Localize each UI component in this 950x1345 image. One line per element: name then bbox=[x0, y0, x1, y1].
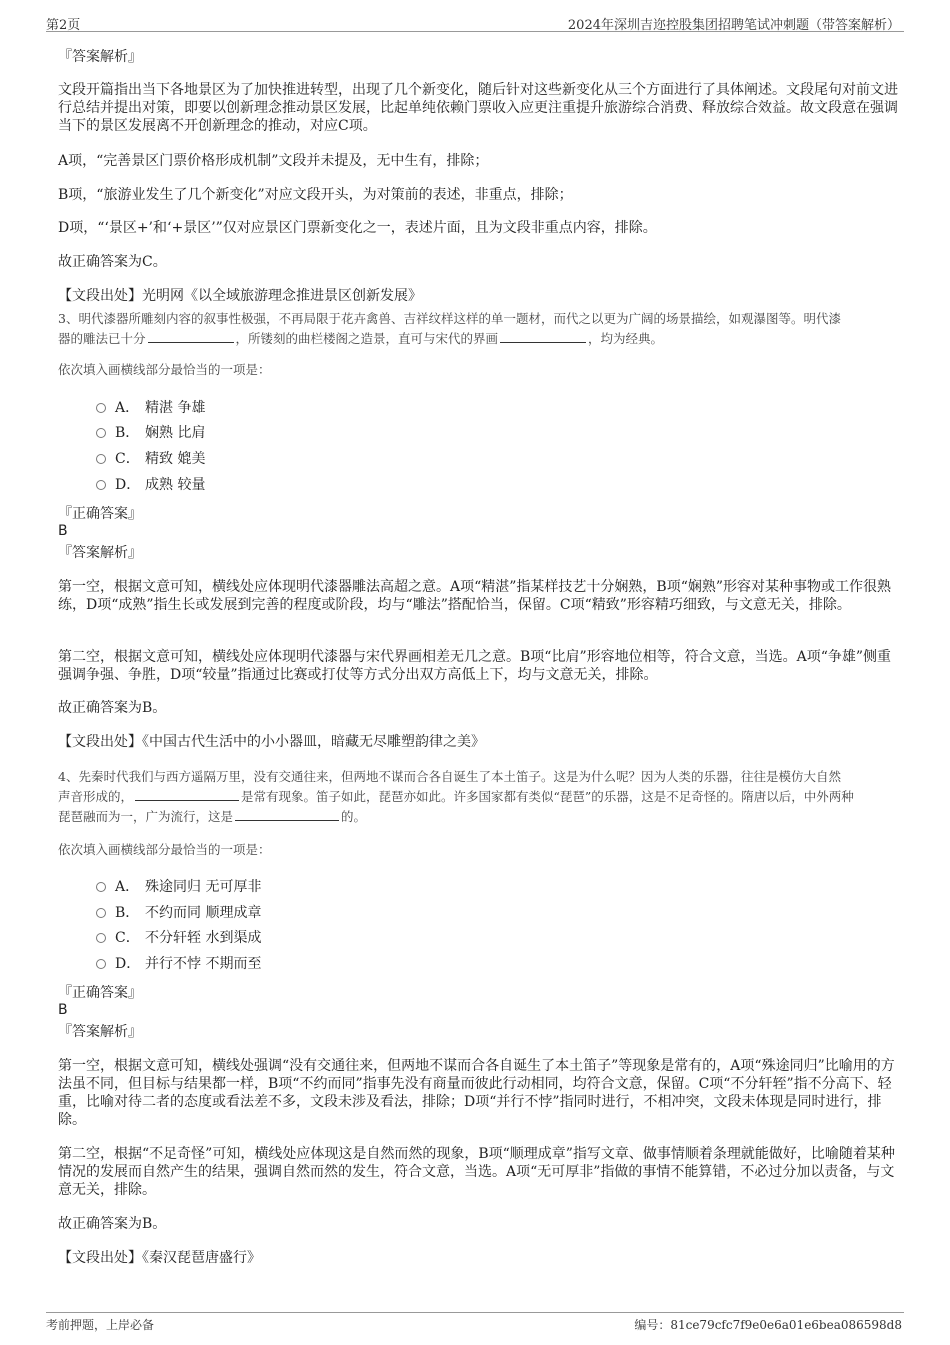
answer-blank bbox=[148, 331, 234, 343]
q3-option-c[interactable]: C． 精致 媲美 bbox=[96, 449, 205, 469]
q4-source: 【文段出处】《秦汉琵琶唐盛行》 bbox=[58, 1250, 261, 1266]
radio-icon[interactable] bbox=[96, 454, 106, 464]
q4-analysis-p2: 第二空，根据“不足奇怪”可知，横线处应体现这是自然而然的现象，B项“顺理成章”指写文章、做事情顺着条理就能做好，比喻随着某种情况的发展而自然产生的结果，强调自然而然的发生，符合文意，当选。A项“无可厚非”指做的事情不能算错，不必过分加以责备，与文意无关，排除。 bbox=[58, 1146, 895, 1198]
q3-option-b[interactable]: B． 娴熟 比肩 bbox=[96, 423, 205, 443]
q2-source: 【文段出处】光明网《以全域旅游理念推进景区创新发展》 bbox=[58, 288, 422, 304]
q4-option-d[interactable]: D． 并行不悖 不期而至 bbox=[96, 954, 261, 974]
radio-icon[interactable] bbox=[96, 428, 106, 438]
answer-blank bbox=[500, 331, 586, 343]
q3-stem-line1: 3、明代漆器所雕刻内容的叙事性极强，不再局限于花卉禽兽、吉祥纹样这样的单一题材，而代之以更为广阔的场景描绘，如观瀑图等。明代漆 bbox=[58, 311, 841, 326]
q2-analysis-a: A项，“完善景区门票价格形成机制”文段并未提及，无中生有，排除； bbox=[58, 153, 489, 169]
page-footer bbox=[46, 1312, 904, 1332]
q3-stem-line2: 器的雕法已十分 ，所镂刻的曲栏楼阁之造景，直可与宋代的界画 ，均为经典。 bbox=[58, 331, 664, 346]
answer-blank bbox=[135, 789, 239, 801]
q4-prompt: 依次填入画横线部分最恰当的一项是： bbox=[58, 842, 271, 857]
radio-icon[interactable] bbox=[96, 882, 106, 892]
q4-stem bbox=[58, 767, 898, 827]
q4-analysis-p1: 第一空，根据文意可知，横线处强调“没有交通往来，但两地不谋而合各自诞生了本土笛子”等现象是常有的，A项“殊途同归”比喻用的方法虽不同，但目标与结果都一样，B项“不约而同”指事先没有商量而彼此行动相同，均符合文意，保留。C项“不分轩轾”指不分高下、轻重，比喻对待二者的态度或看法差不多，文段未涉及看法，排除；D项“并行不悖”指同时进行，不相冲突，文段未体现是同时进行，排除。 bbox=[58, 1058, 895, 1128]
q3-option-a[interactable]: A． 精湛 争雄 bbox=[96, 398, 205, 418]
q3-source: 【文段出处】《中国古代生活中的小小器皿，暗藏无尽雕塑韵律之美》 bbox=[58, 734, 485, 750]
q3-prompt: 依次填入画横线部分最恰当的一项是： bbox=[58, 362, 271, 377]
q4-option-c[interactable]: C． 不分轩轾 水到渠成 bbox=[96, 928, 261, 948]
q2-analysis-d: D项，“‘景区+’和‘+景区’”仅对应景区门票新变化之一，表述片面，且为文段非重点内容，排除。 bbox=[58, 220, 657, 236]
radio-icon[interactable] bbox=[96, 908, 106, 918]
q3-option-d[interactable]: D． 成熟 较量 bbox=[96, 475, 205, 495]
q2-analysis-p1: 文段开篇指出当下各地景区为了加快推进转型，出现了几个新变化，随后针对这些新变化从三个方面进行了具体阐述。文段尾句对前文进行总结并提出对策，即要以创新理念推动景区发展，比起单纯依赖门票收入应更注重提升旅游综合消费、释放综合效益。故文段意在强调当下的景区发展离不开创新理念的推动，对应C项。 bbox=[58, 82, 898, 134]
q4-conclusion: 故正确答案为B。 bbox=[58, 1216, 167, 1232]
radio-icon[interactable] bbox=[96, 403, 106, 413]
q4-stem-line3: 琵琶融而为一，广为流行，这是 的。 bbox=[58, 809, 367, 824]
q3-stem bbox=[58, 309, 898, 349]
q2-analysis-b: B项，“旅游业发生了几个新变化”对应文段开头，为对策前的表述，非重点，排除； bbox=[58, 187, 573, 203]
q4-option-b[interactable]: B． 不约而同 顺理成章 bbox=[96, 903, 261, 923]
footer-slogan: 考前押题，上岸必备 bbox=[46, 1318, 155, 1332]
radio-icon[interactable] bbox=[96, 959, 106, 969]
q3-analysis-p2: 第二空，根据文意可知，横线处应体现明代漆器与宋代界画相差无几之意。B项“比肩”形容地位相等，符合文意，当选。A项“争雄”侧重强调争强、争胜，D项“较量”指通过比赛或打仗等方式分出双方高低上下，均与文意无关，排除。 bbox=[58, 649, 892, 683]
radio-icon[interactable] bbox=[96, 933, 106, 943]
document-title: 2024年深圳吉迩控股集团招聘笔试冲刺题（带答案解析） bbox=[567, 18, 900, 33]
q3-answer: B bbox=[58, 523, 68, 539]
q3-analysis-p1: 第一空，根据文意可知，横线处应体现明代漆器雕法高超之意。A项“精湛”指某样技艺十分娴熟，B项“娴熟”形容对某种事物或工作很熟练，D项“成熟”指生长或发展到完善的程度或阶段，均与“雕法”搭配恰当，保留。C项“精致”形容精巧细致，与文意无关，排除。 bbox=[58, 579, 892, 613]
document-id: 编号：81ce79cfc7f9e0e6a01e6bea086598d8 bbox=[634, 1318, 902, 1332]
radio-icon[interactable] bbox=[96, 480, 106, 490]
answer-blank bbox=[235, 809, 339, 821]
q2-conclusion: 故正确答案为C。 bbox=[58, 254, 167, 270]
q4-analysis-label: 『答案解析』 bbox=[58, 1024, 142, 1040]
q3-answer-label: 『正确答案』 bbox=[58, 506, 142, 522]
q4-answer: B bbox=[58, 1002, 68, 1018]
q2-analysis-label: 『答案解析』 bbox=[58, 49, 142, 65]
q4-stem-line2: 声音形成的， 是常有现象。笛子如此，琵琶亦如此。许多国家都有类似“琵琶”的乐器，这是不足奇怪的。隋唐以后，中外两种 bbox=[58, 789, 854, 804]
page-header bbox=[46, 14, 904, 32]
q4-stem-line1: 4、先秦时代我们与西方遥隔万里，没有交通往来，但两地不谋而合各自诞生了本土笛子。这是为什么呢？因为人类的乐器，往往是模仿大自然 bbox=[58, 769, 841, 784]
q3-conclusion: 故正确答案为B。 bbox=[58, 700, 167, 716]
q3-analysis-label: 『答案解析』 bbox=[58, 545, 142, 561]
q4-answer-label: 『正确答案』 bbox=[58, 985, 142, 1001]
q4-option-a[interactable]: A． 殊途同归 无可厚非 bbox=[96, 877, 261, 897]
page-number: 第2页 bbox=[46, 18, 81, 33]
